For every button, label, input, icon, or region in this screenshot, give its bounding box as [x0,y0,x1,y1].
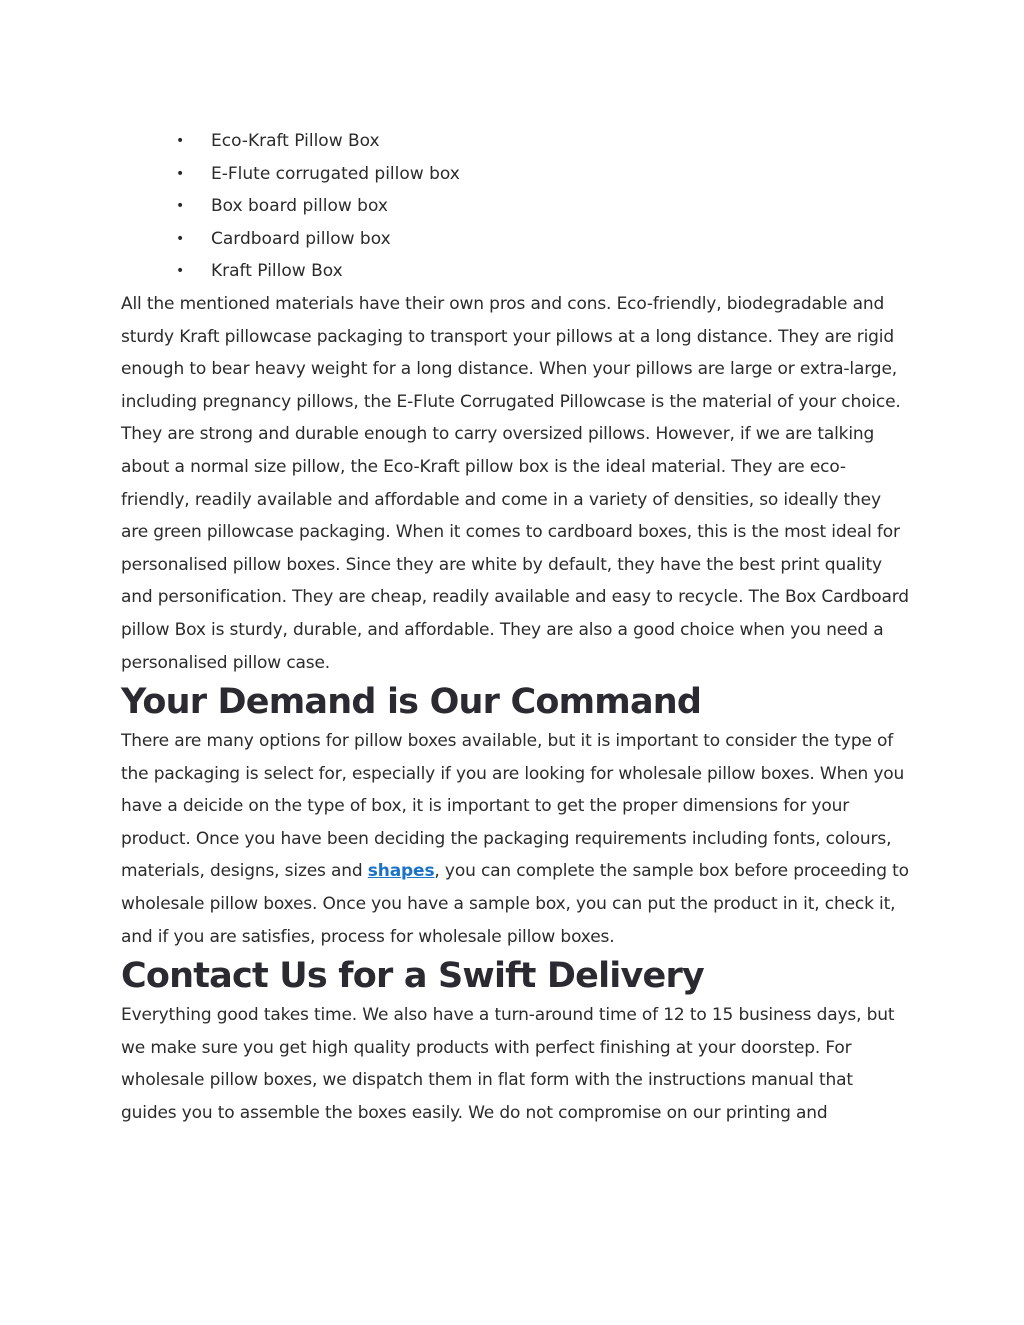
bullet-icon: • [176,230,185,247]
bullet-icon: • [176,198,185,215]
materials-detail-paragraph: They are strong and durable enough to carry oversized pillows. However, if we are talking about a normal size pillow, the Eco-Kraft pillow box is the ideal material. They are eco-friendly, readily available and affordable and come in a variety of densities, so ideally they are green pillowcase packaging. When it comes to cardboard boxes, this is the most ideal for personalised pillow boxes. Since they are white by default, they have the best print quality and personification. They are cheap, readily available and easy to recycle. The Box Cardboard pillow Box is sturdy, durable, and affordable. They are also a good choice when you need a personalised pillow case. [121,424,909,673]
list-item [121,158,911,191]
list-item [121,223,911,256]
list-item-label: Box board pillow box [211,196,388,217]
section-heading-demand: Your Demand is Our Command [121,682,702,723]
list-item [121,255,911,288]
list-item [121,125,911,158]
list-item-label: Cardboard pillow box [211,228,391,249]
bullet-icon: • [176,133,185,149]
bullet-icon: • [176,165,185,182]
demand-text-before-link: There are many options for pillow boxes available, but it is important to consider the type of the packaging is select for, especially if you are looking for wholesale pillow boxes. When you have a deicide on the type of box, it is important to get the proper dimensions for your product. Once you have been deciding the packaging requirements including fonts, colours, materials, designs, sizes and [121,731,905,882]
list-item [121,190,911,223]
contact-paragraph: Everything good takes time. We also have a turn-around time of 12 to 15 business days, but we make sure you get high quality products with perfect finishing at your doorstep. For wholesale pillow boxes, we dispatch them in flat form with the instructions manual that guides you to assemble the boxes easily. We do not compromise on our printing and [121,1005,895,1124]
shapes-link[interactable]: shapes [367,861,435,882]
list-item-label: Kraft Pillow Box [211,261,343,282]
document-page [121,125,911,1130]
list-item-label: E-Flute corrugated pillow box [211,163,460,184]
demand-paragraph [121,725,911,953]
demand-text-after-link: , you can complete the sample box before proceeding to wholesale pillow boxes. Once you have a sample box, you can put the product in it, check it, and if you are satisfies, process for wholesale pillow boxes. [121,861,909,947]
bullet-icon: • [176,263,185,280]
list-item-label: Eco-Kraft Pillow Box [211,131,380,151]
materials-paragraph: All the mentioned materials have their own pros and cons. Eco-friendly, biodegradable and sturdy Kraft pillowcase packaging to transport your pillows at a long distance. They are rigid enough to bear heavy weight for a long distance. When your pillows are large or extra-large, including pregnancy pillows, the E-Flute Corrugated Pillowcase is the material of your choice. [121,293,901,412]
materials-list [121,125,911,288]
section-heading-contact: Contact Us for a Swift Delivery [121,956,704,997]
